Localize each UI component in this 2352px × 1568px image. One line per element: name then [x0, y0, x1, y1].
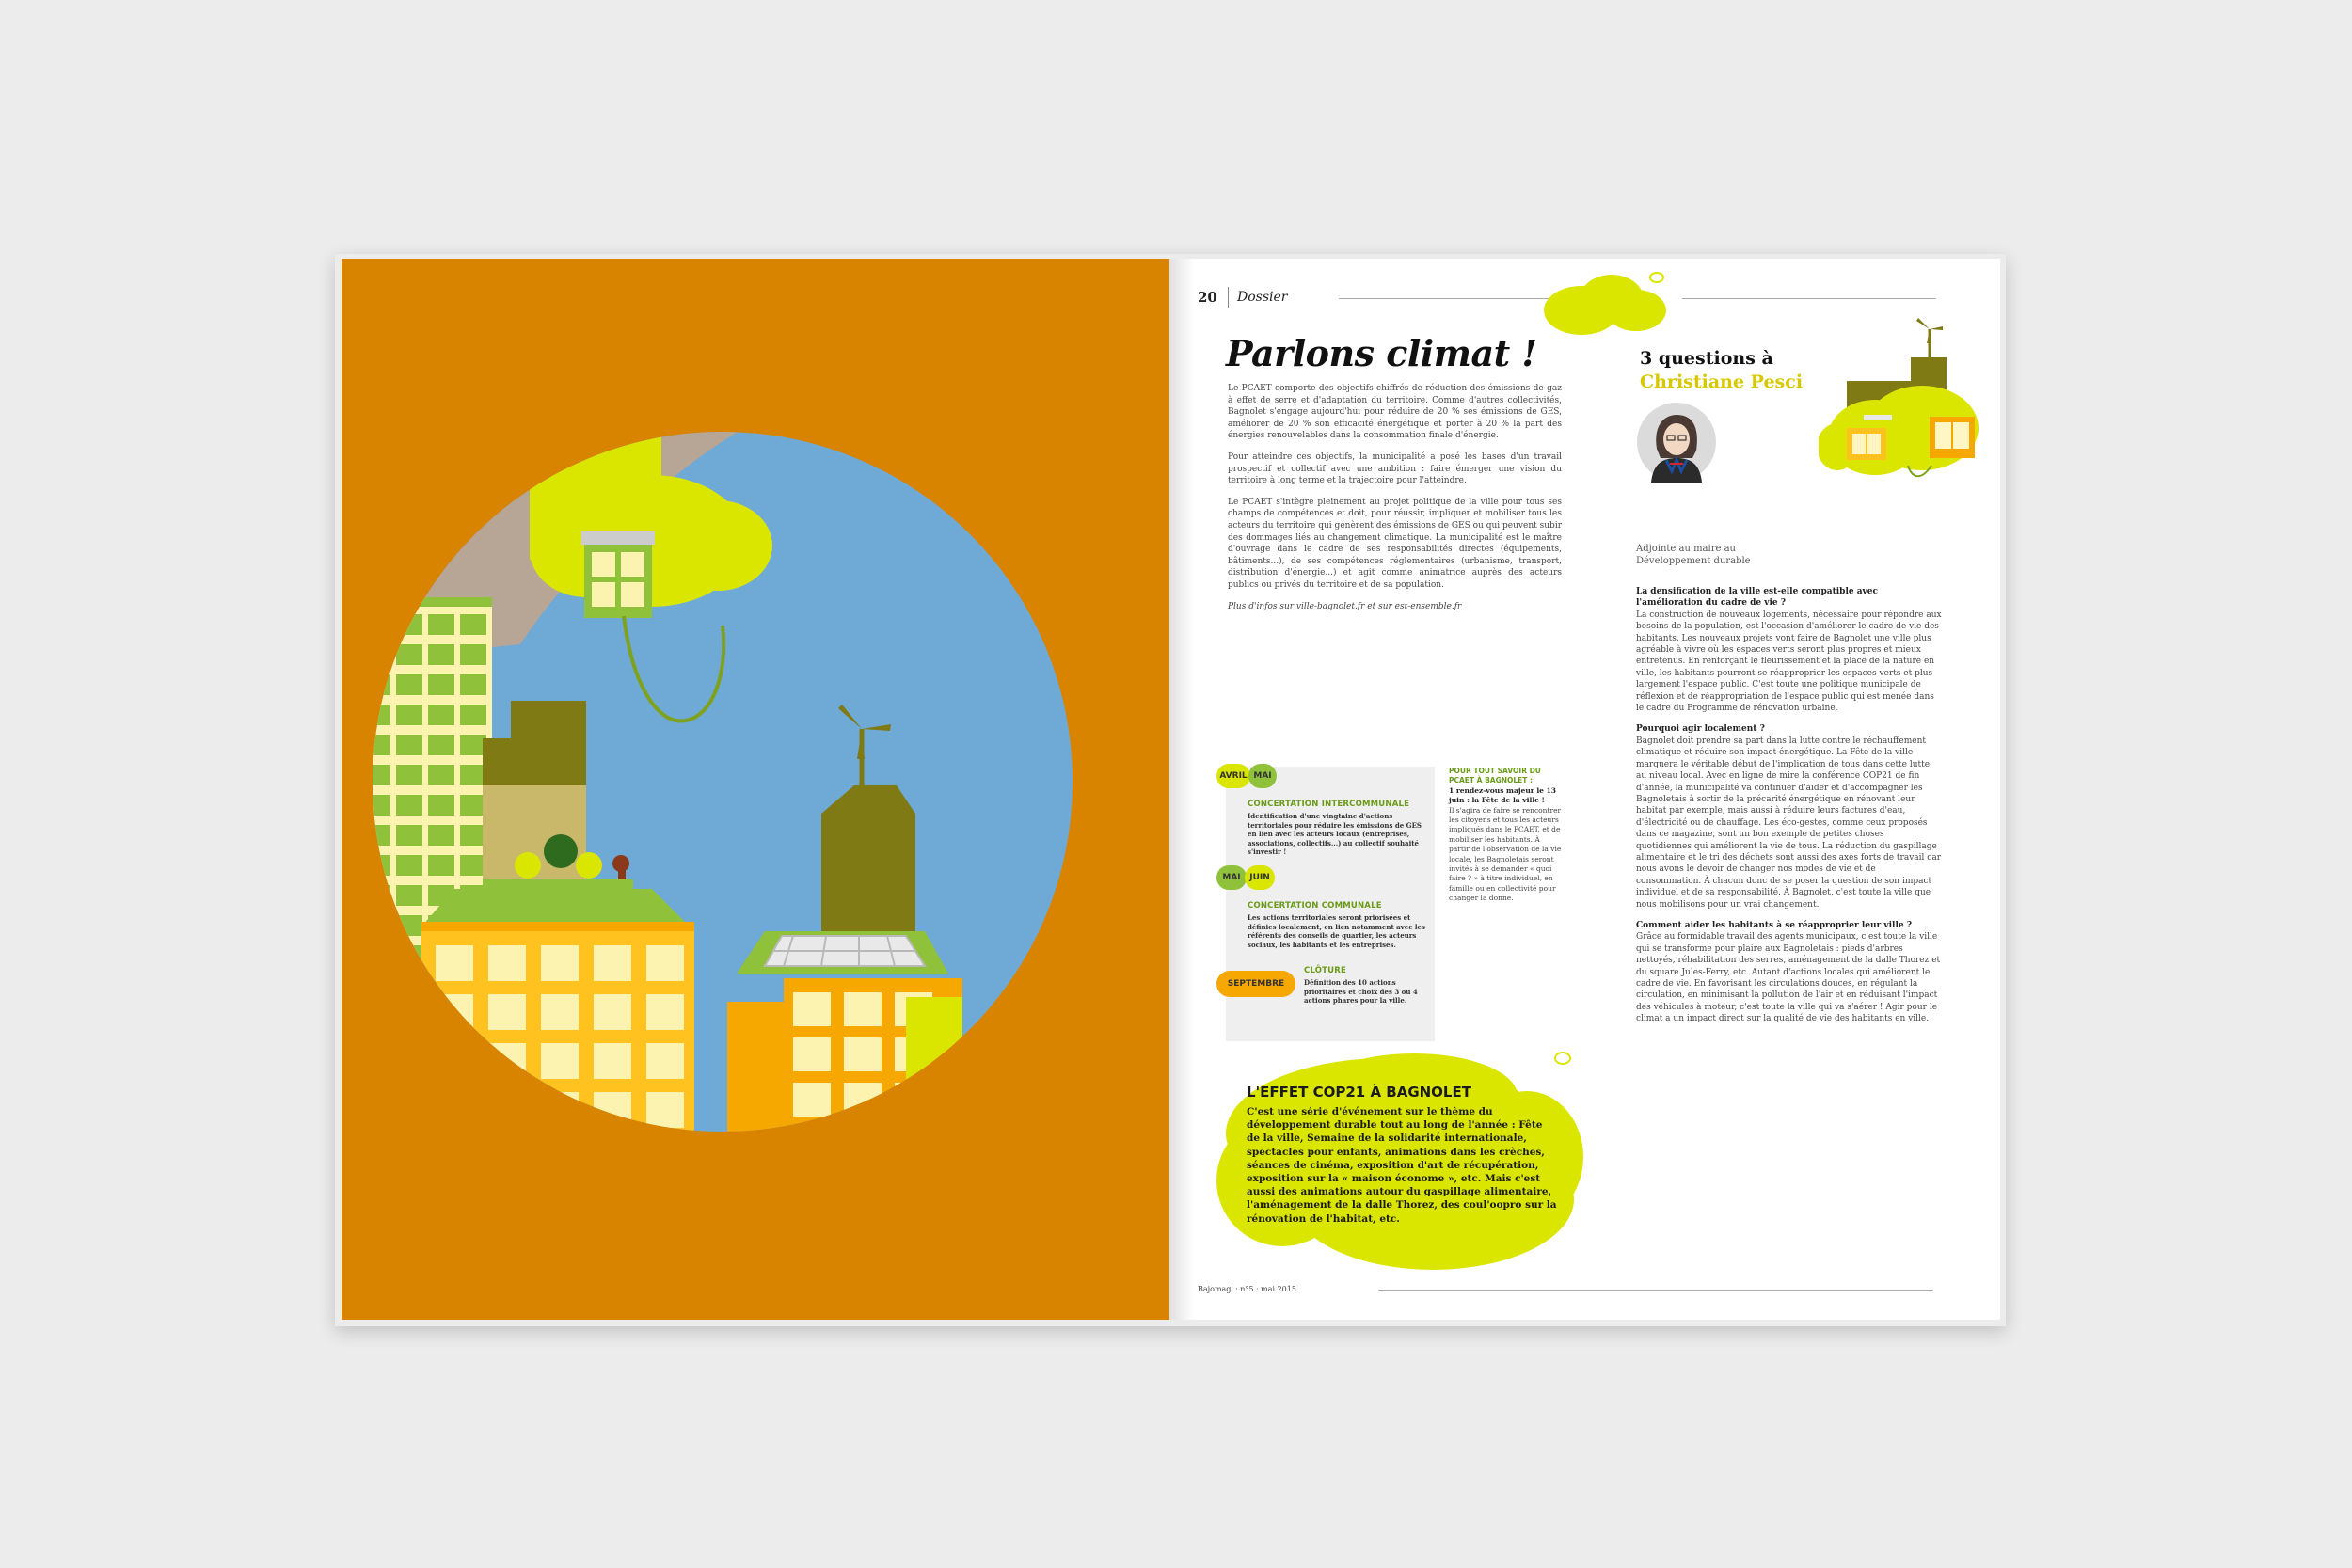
window: [594, 1043, 631, 1079]
answer: Bagnolet doit prendre sa part dans la lutte contre le réchauffement climatique et réduire son impact énergétique. La Fête de la ville marquera le véritable début de l'implication de tous dans cette lutte au niveau local. Avec en ligne de mire la conférence COP21 de fin d'année, la municipalité va continuer d'aider et d'accompagner les Bagnoletais à sortir de la précarité énergétique en rénovant leur habitat par exemple, mais aussi à réduire leurs factures d'eau, d'électricité ou de chauffage. Les éco-gestes, comme ceux proposés dans ce magazine, sont un bon exemple de petites choses quotidiennes qui améliorent la vie de tous. La réduction du gaspillage alimentaire et le tri des déchets sont aussi des axes forts de travail car nous avons le devoir de changer nos modes de vie et de consommation. À chacun donc de se poser la question de son impact individuel et de sa responsabilité. À Bagnolet, c'est toute la ville que nous mobilisons pour un vrai changement.: [1636, 736, 1941, 910]
window: [460, 644, 486, 665]
window: [541, 1043, 579, 1079]
window: [364, 674, 390, 695]
window: [488, 994, 526, 1030]
footer-rule: [1378, 1290, 1933, 1291]
timeline-heading: CONCERTATION INTERCOMMUNALE: [1248, 800, 1410, 809]
window: [646, 1092, 684, 1128]
building-icon: [727, 1002, 784, 1180]
window: [396, 915, 422, 936]
timeline-text: Les actions territoriales seront priorisées et définies localement, en lien notamment avec les référents des conseils de quartier, les acteurs sociaux, les habitants et les entreprises.: [1248, 913, 1425, 949]
window: [364, 795, 390, 816]
window: [436, 1092, 473, 1128]
article-body: [1228, 383, 1562, 622]
wind-turbine-icon: [1916, 318, 1943, 360]
window: [793, 992, 831, 1026]
window: [594, 945, 631, 981]
window: [460, 765, 486, 785]
window: [396, 1036, 422, 1056]
window: [594, 994, 631, 1030]
more-info-link[interactable]: Plus d'infos sur ville-bagnolet.fr et sur est-ensemble.fr: [1228, 601, 1462, 611]
window: [396, 975, 422, 996]
window: [364, 1036, 390, 1056]
window: [646, 994, 684, 1030]
interview-name: Christiane Pesci: [1640, 372, 1804, 392]
window: [364, 915, 390, 936]
badge-month: SEPTEMBRE: [1216, 971, 1295, 997]
window: [428, 735, 454, 755]
timeline-text: Identification d'une vingtaine d'actions territoriales pour réduire les émissions de GES en lien avec les acteurs locaux (entreprises, associations, collectifs...) au collectif souhaité s'investir !: [1248, 812, 1422, 856]
side-note: [1449, 767, 1562, 904]
window: [364, 975, 390, 996]
window: [436, 1043, 473, 1079]
window: [460, 674, 486, 695]
window: [844, 992, 882, 1026]
window: [844, 1037, 882, 1071]
divider: [1228, 287, 1229, 308]
window: [428, 795, 454, 816]
window: [460, 735, 486, 755]
window: [793, 1083, 831, 1117]
badge-month: MAI: [1216, 865, 1247, 890]
window: [396, 765, 422, 785]
window: [488, 945, 526, 981]
side-note-highlight: 1 rendez-vous majeur le 13 juin : la Fête de la ville !: [1449, 785, 1557, 805]
window: [396, 674, 422, 695]
timeline-text: Définition des 10 actions prioritaires et choix des 3 ou 4 actions phares pour la ville.: [1304, 978, 1418, 1005]
window: [396, 735, 422, 755]
cop21-text: C'est une série d'événement sur le thème du développement durable tout au long de l'année : Fête de la ville, Semaine de la solidarité internationale, spectacles pour enfants, animations dans les crèches, séances de cinéma, exposition d'art de récupération, exposition sur la « maison économe », etc. Mais c'est aussi des animations autour du gaspillage alimentaire, l'aménagement de la dalle Thorez, des coul'oopro sur la rénovation de l'habitat, etc.: [1247, 1106, 1557, 1225]
window: [396, 795, 422, 816]
window: [541, 994, 579, 1030]
window: [428, 705, 454, 725]
window: [460, 614, 486, 635]
cloud-icon: [1525, 268, 1694, 343]
answer: La construction de nouveaux logements, nécessaire pour répondre aux besoins de la population, est l'occasion d'améliorer le cadre de vie des habitants. Les nouveaux projets vont faire de Bagnolet une ville plus agréable à vivre où les espaces verts seront plus propres et mieux entretenus. En renforçant le fleurissement et la place de la nature en ville, les habitants pourront se réapproprier les espaces verts et plus largement l'espace public. C'est toute une politique municipale de réflexion et de réappropriation de l'espace public qui est menée dans le cadre du Programme de rénovation urbaine.: [1636, 610, 1942, 714]
window: [436, 945, 473, 981]
window: [364, 885, 390, 906]
window: [541, 945, 579, 981]
building-icon: [1819, 315, 1988, 484]
roof: [421, 889, 690, 927]
window: [460, 795, 486, 816]
badge-month: AVRIL: [1216, 764, 1250, 788]
footer-text: Bajomag' · n°5 · mai 2015: [1198, 1285, 1296, 1293]
window: [428, 1036, 454, 1056]
interview-qa: [1636, 577, 1942, 1025]
city-illustration: [342, 259, 1169, 1320]
window: [541, 1092, 579, 1128]
building-icon: [581, 531, 655, 618]
side-note-text: Il s'agira de faire se rencontrer les citoyens et tous les acteurs impliqués dans le PCAET, et de mobiliser les habitants. À partir de l'observation de la vie locale, les Bagnoletais seront invités à se demander « quoi faire ? » à titre individuel, en famille ou en collectivité pour changer la donne.: [1449, 805, 1562, 903]
window: [460, 705, 486, 725]
window: [364, 945, 390, 966]
window: [793, 1037, 831, 1071]
window: [364, 735, 390, 755]
window: [428, 644, 454, 665]
window: [428, 855, 454, 876]
spine-shadow: [1169, 259, 1194, 1320]
window: [895, 1083, 932, 1117]
window: [460, 855, 486, 876]
header-rule-left: [1339, 298, 1555, 299]
window: [428, 614, 454, 635]
interview-label: 3 questions à: [1640, 348, 1773, 369]
timeline-heading: CONCERTATION COMMUNALE: [1248, 901, 1382, 911]
question: Comment aider les habitants à se réapproprier leur ville ?: [1636, 920, 1912, 930]
portrait-avatar: [1636, 402, 1717, 483]
window: [646, 945, 684, 981]
window: [396, 855, 422, 876]
window: [364, 855, 390, 876]
question: La densification de la ville est-elle compatible avec l'amélioration du cadre de vie ?: [1636, 587, 1878, 609]
window: [488, 1092, 526, 1128]
window: [844, 1083, 882, 1117]
window: [364, 644, 390, 665]
left-page-illustration: [342, 259, 1169, 1320]
window: [436, 994, 473, 1030]
paragraph: Le PCAET s'intègre pleinement au projet politique de la ville pour tous ses champs de compétences et doit, pour réussir, impliquer et mobiliser tous les acteurs du territoire qui génèrent des émissions de GES ou qui peuvent subir des dommages liés au changement climatique. La municipalité est le maître d'ouvrage dans le cadre de ses responsabilités directes (équipements, bâtiments...), de ses compétences réglementaires (urbanisme, transport, distribution d'énergie...) et agit comme animatrice auprès des acteurs publics ou privés du territoire et de sa population.: [1228, 497, 1562, 590]
window: [396, 705, 422, 725]
window: [428, 765, 454, 785]
building-icon: [906, 997, 962, 1176]
window: [895, 1128, 932, 1162]
window: [428, 1006, 454, 1026]
window: [364, 1006, 390, 1026]
portrait-caption: Adjointe au maire au Développement durable: [1636, 544, 1751, 566]
cop21-title: L'EFFET COP21 À BAGNOLET: [1247, 1084, 1471, 1101]
window: [364, 825, 390, 846]
window: [396, 945, 422, 966]
window: [488, 1043, 526, 1079]
window: [396, 825, 422, 846]
question: Pourquoi agir localement ?: [1636, 724, 1765, 735]
window: [396, 644, 422, 665]
window: [396, 614, 422, 635]
window: [460, 1036, 486, 1056]
paragraph: Pour atteindre ces objectifs, la municipalité a posé les bases d'un travail prospectif et collectif avec une ambition : faire émerger une vision du territoire à long terme et la trajectoire pour l'atteindre.: [1228, 451, 1562, 486]
window: [396, 1006, 422, 1026]
side-note-lead: POUR TOUT SAVOIR DU PCAET À BAGNOLET :: [1449, 767, 1541, 785]
timeline-heading: CLÔTURE: [1304, 966, 1347, 975]
window: [364, 765, 390, 785]
window: [428, 674, 454, 695]
solar-panel-icon: [765, 936, 925, 966]
section-tag: Dossier: [1237, 290, 1288, 305]
article-title: Parlons climat !: [1226, 332, 1537, 374]
answer: Grâce au formidable travail des agents municipaux, c'est toute la ville qui se transforme pour plaire aux Bagnoletais : pieds d'arbres nettoyés, réhabilitation des serres, aménagement de la dalle Thorez et du square Jules-Ferry, etc. Autant d'actions locales qui améliorent le cadre de vie. En favorisant les circulations douces, en régulant la circulation, en minimisant la pollution de l'air et en réduisant l'impact des véhicules à moteur, c'est toute la ville qui va s'aérer ! Agir pour le climat a un impact direct sur la qualité de vie des habitants en ville.: [1636, 932, 1941, 1024]
window: [844, 1128, 882, 1162]
window: [428, 825, 454, 846]
badge-month: JUIN: [1245, 865, 1275, 890]
badge-month: MAI: [1248, 764, 1277, 788]
window: [364, 614, 390, 635]
page-number: 20: [1198, 289, 1217, 306]
window: [793, 1128, 831, 1162]
window: [396, 885, 422, 906]
window: [646, 1043, 684, 1079]
window: [460, 825, 486, 846]
paragraph: Le PCAET comporte des objectifs chiffrés de réduction des émissions de gaz à effet de serre et d'adaptation du territoire. Comme d'autres collectivités, Bagnolet s'engage aujourd'hui pour réduire de 20 % ses émissions de GES, améliorer de 20 % son efficacité énergétique et porter à 20 % la part des énergies renouvelables dans la consommation finale d'énergie.: [1228, 384, 1562, 441]
right-page: [1169, 259, 2000, 1320]
window: [594, 1092, 631, 1128]
header-rule-right: [1682, 298, 1936, 299]
window: [364, 705, 390, 725]
